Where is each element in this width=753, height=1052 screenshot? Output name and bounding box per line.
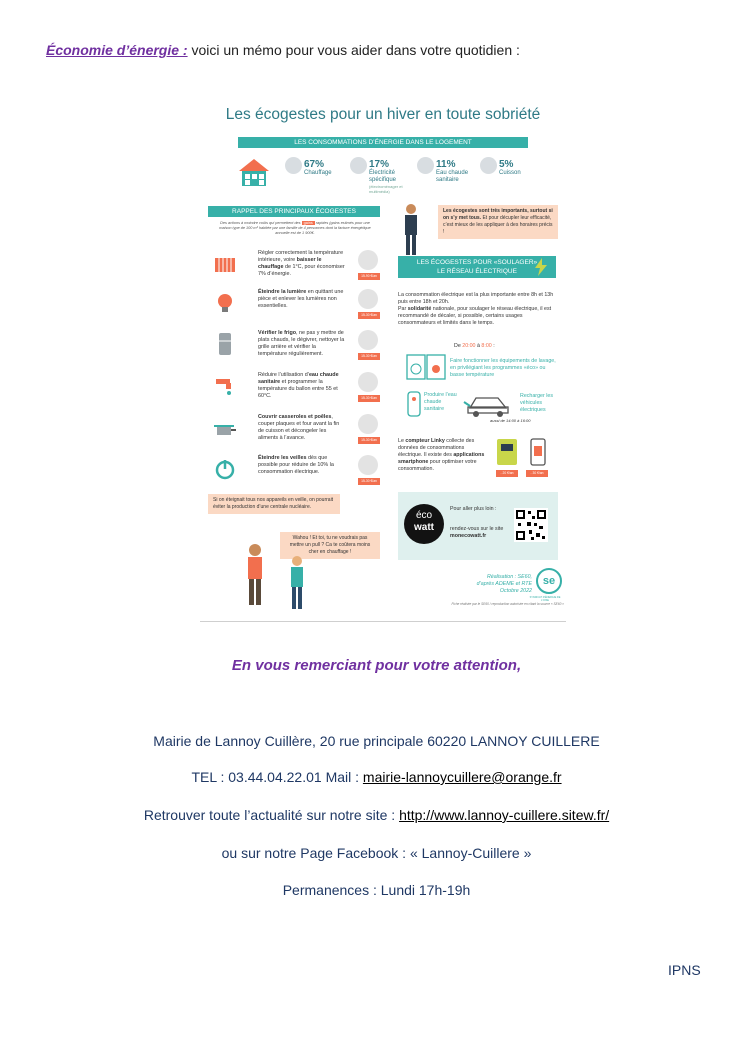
water-heater-icon <box>407 391 421 417</box>
gain-chip: 15-90 €/an <box>358 273 380 280</box>
cars-subtext: aussi de 14:00 à 16:00 <box>490 418 531 423</box>
callout-standby: Si on éteignait tous nos appareils en veille, on pourrait éviter la production d’une centrale nucléaire. <box>208 494 340 514</box>
washing-machines-icon <box>406 354 446 380</box>
gain-chip: 15-30 €/an <box>358 478 380 485</box>
machines-text: Faire fonctionner les équipements de lavage, en privilégiant les programmes «éco» ou basse température <box>450 358 556 378</box>
ecogeste-heating: Régler correctement la température intérieure, voire baisser le chauffage de 1°C, pour économiser 7% d’énergie. 15-90 €/an <box>200 250 380 290</box>
water-text: Produire l’eau chaude sanitaire <box>424 392 457 412</box>
power-strip-icon <box>358 455 378 475</box>
woman-character-icon <box>240 542 270 608</box>
consumption-heating: 67% Chauffage <box>304 159 332 176</box>
gain-chip: 15-30 €/an <box>358 312 380 319</box>
band-recall: RAPPEL DES PRINCIPAUX ÉCOGESTES <box>208 206 380 217</box>
faucet-icon <box>214 375 236 397</box>
footer-permanences: Permanences : Lundi 17h-19h <box>282 882 471 898</box>
thanks-line: En vous remerciant pour votre attention, <box>231 657 522 674</box>
radiator-icon <box>214 253 236 275</box>
house-icon <box>237 157 271 187</box>
ecogeste-light: Éteindre la lumière en quittant une pièce et enlever les lumières non essentielles. 15-30 €/an <box>200 289 380 329</box>
callout-importance: Les écogestes sont très importants, surtout si on s’y met tous. Et pour décupler leur efficacité, c’est mieux de les appliquer à des horaires précis ! <box>438 205 558 239</box>
linky-meter-icon <box>496 438 518 466</box>
ecowatt-block <box>398 492 558 560</box>
ecowatt-more: Pour aller plus loin : <box>450 506 497 512</box>
ecogeste-cooking: Couvrir casseroles et poêles, couper plaques et four avant la fin de cuisson et décongeler les aliments à l’avance. 15-30 €/an <box>200 414 380 454</box>
ecowatt-visit: rendez-vous sur le site monecowatt.fr <box>450 526 504 539</box>
intro-text: voici un mémo pour vous aider dans votre quotidien : <box>187 42 520 58</box>
gain-chip: 15-30 €/an <box>358 395 380 402</box>
lightning-icon <box>534 258 548 276</box>
water-heater-icon <box>417 157 434 174</box>
man-character-icon <box>286 554 308 610</box>
fine-print: Fiche réalisée par le SE60 / reproduction autorisée en citant la source « SE60 » <box>451 602 564 606</box>
schedule-label: De 20:00 à 8:00 : <box>454 343 495 349</box>
gain-chip: 15-30 €/an <box>358 353 380 360</box>
intro-line <box>46 42 520 58</box>
ecogeste-standby: Éteindre les veilles dès que possible pour réduire de 10% la consommation électrique. 15-30 €/an <box>200 455 380 495</box>
fridge-thermometer-icon <box>358 330 378 350</box>
intro-highlight: Économie d’énergie : <box>46 42 188 58</box>
ecogeste-fridge: Vérifier le frigo, ne pas y mettre de plats chauds, le dégivrer, nettoyer la grille arrière et vérifier la température régulièrement. 15-30 €/an <box>200 330 380 370</box>
ecogeste-hot-water: Réduire l’utilisation d’eau chaude sanitaire et programmer la température du ballon entre 55 et 60°C. 15-30 €/an <box>200 372 380 412</box>
network-text: La consommation électrique est la plus importante entre 8h et 13h puis entre 18h et 20h. Par solidarité nationale, pour soulager le réseau électrique, il est recommandé de décaler, si possible, certains usages consommateurs et limités dans le temps. <box>398 292 554 326</box>
shower-icon <box>358 372 378 392</box>
poster-title: Les écogestes pour un hiver en toute sobriété <box>225 106 541 123</box>
callout-pullover: Wahou ! Et toi, tu ne voudrais pas mettre un pull ? Ca te coûtera moins cher en chauffage ! <box>280 532 380 559</box>
email-link[interactable]: mairie-lannoycuillere@orange.fr <box>362 769 562 785</box>
thermostat-icon <box>358 250 378 270</box>
se60-logo: se <box>536 568 562 594</box>
qr-code-icon <box>514 508 548 542</box>
saucepan-icon <box>214 417 236 439</box>
person-character-icon <box>400 202 422 256</box>
footer-address: Mairie de Lannoy Cuillère, 20 rue principale 60220 LANNOY CUILLERE <box>153 733 600 749</box>
pan-icon <box>480 157 497 174</box>
smartphone-icon <box>530 438 546 466</box>
se60-caption: SYNDICAT D'ÉNERGIE DE L'OISE <box>529 596 561 602</box>
linky-text: Le compteur Linky collecte des données de consommations électrique. Il existe des applications smartphone pour optimiser votre consommation. <box>398 438 485 472</box>
footer-contact: TEL : 03.44.04.22.01 Mail : mairie-lannoycuillere@orange.fr <box>191 769 562 785</box>
infographic-poster <box>200 92 566 622</box>
cars-text: Recharger les véhicules électriques <box>520 393 553 413</box>
consumption-cooking: 5% Cuisson <box>499 159 521 176</box>
consumption-electricity: 17% Électricité spécifique (électroménager et multimédia) <box>369 159 403 194</box>
linky-gain-chip: - 20 €/an <box>496 470 518 477</box>
fridge-icon <box>214 333 236 355</box>
app-gain-chip: - 30 €/an <box>526 470 548 477</box>
radiator-icon <box>285 157 302 174</box>
ecowatt-logo: éco watt <box>404 504 444 544</box>
lamp-icon <box>358 289 378 309</box>
consumption-row <box>235 157 535 194</box>
plug-icon <box>350 157 367 174</box>
realisation-credit: Réalisation : SE60, d’après ADEME et RTE Octobre 2022 <box>476 574 532 594</box>
recall-subtitle: Des actions à moindre coûts qui permettent des gains rapides (gains estimés pour une maison type de 100 m² habitée par une famille de 4 personnes dont la facture énergétique annuelle est de 1 900€. <box>219 221 371 235</box>
consumption-hot-water: 11% Eau chaude sanitaire <box>436 159 469 183</box>
electric-car-icon <box>462 392 514 418</box>
lightbulb-icon <box>214 292 236 314</box>
band-soulager: LES ÉCOGESTES POUR «SOULAGER» LE RÉSEAU ÉLECTRIQUE <box>398 256 556 278</box>
ipns-label: IPNS <box>668 962 701 978</box>
footer-website: Retrouver toute l’actualité sur notre site : http://www.lannoy-cuillere.sitew.fr/ <box>143 807 610 823</box>
power-icon <box>214 458 236 480</box>
gain-chip: 15-30 €/an <box>358 437 380 444</box>
footer-facebook: ou sur notre Page Facebook : « Lannoy-Cuillere » <box>221 845 532 861</box>
band-consumption: LES CONSOMMATIONS D’ÉNERGIE DANS LE LOGEMENT <box>238 137 528 148</box>
website-link[interactable]: http://www.lannoy-cuillere.sitew.fr/ <box>399 807 610 823</box>
stove-icon <box>358 414 378 434</box>
